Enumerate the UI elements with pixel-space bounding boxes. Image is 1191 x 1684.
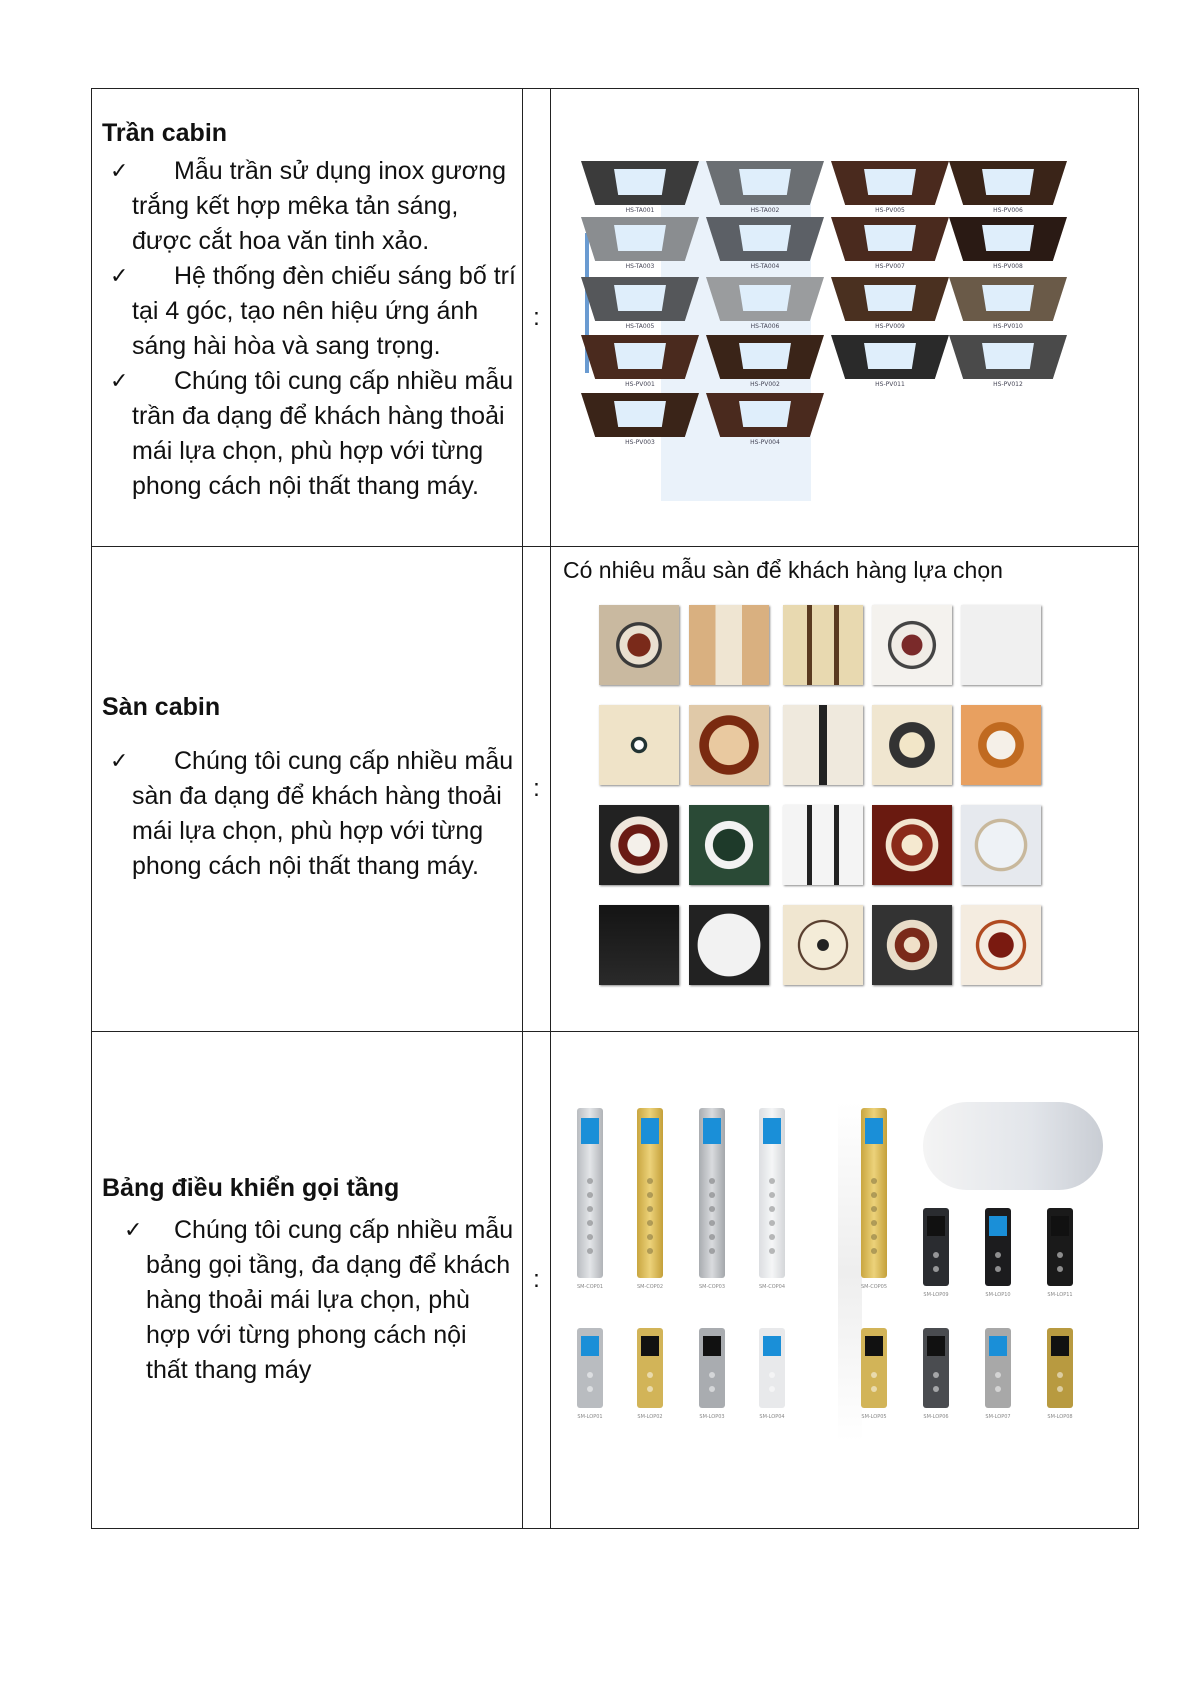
panel-code: SM-COP01 <box>576 1284 604 1290</box>
ceiling-grid <box>581 161 1101 571</box>
bullet-line: Chúng tôi cung cấp nhiều mẫu <box>174 747 514 775</box>
bullet-line: sáng hài hòa và sang trọng. <box>132 332 441 360</box>
bullet-line: hợp với từng phong cách nội <box>146 1321 467 1349</box>
ceiling-sample <box>831 335 949 393</box>
bullet-line: phong cách nội thất thang máy. <box>132 472 479 500</box>
colon-separator: : <box>523 547 551 1032</box>
ceiling-code: HS-PV008 <box>993 263 1023 270</box>
car-operating-panel <box>861 1108 887 1278</box>
bullet-line: sàn đa dạng để khách hàng thoải <box>132 782 502 810</box>
floor-tile-sample <box>872 805 952 885</box>
bullet-line: thất thang máy <box>146 1356 312 1384</box>
landing-call-panel <box>759 1328 785 1408</box>
landing-call-panel <box>637 1328 663 1408</box>
landing-call-panel <box>1047 1208 1073 1286</box>
ceiling-code: HS-TA002 <box>750 207 780 214</box>
floor-label-cell <box>92 547 523 1032</box>
colon-separator: : <box>523 1032 551 1529</box>
panel-code: SM-LOP01 <box>577 1414 603 1420</box>
panel-code: SM-LOP10 <box>985 1292 1011 1298</box>
ceiling-catalog-image <box>551 89 1139 547</box>
floor-tile-sample <box>961 905 1041 985</box>
bullet-list <box>102 1213 522 1388</box>
floor-tile-sample <box>689 605 769 685</box>
checkmark-icon: ✓ <box>110 264 129 289</box>
bullet-line: trắng kết hợp mêka tản sáng, <box>132 192 459 220</box>
floor-tile-sample <box>961 805 1041 885</box>
floor-tile-sample <box>599 905 679 985</box>
colon-separator: : <box>523 89 551 547</box>
floor-catalog-cell <box>551 547 1139 1032</box>
car-operating-panel <box>759 1108 785 1278</box>
ceiling-sample <box>831 161 949 219</box>
floor-tile-sample <box>689 805 769 885</box>
bullet-line: Mẫu trần sử dụng inox gương <box>174 157 506 185</box>
panel-code: SM-LOP03 <box>699 1414 725 1420</box>
panel-code: SM-COP05 <box>860 1284 888 1290</box>
ceiling-sample <box>949 217 1067 275</box>
panel-code: SM-COP04 <box>758 1284 786 1290</box>
bullet-line: tại 4 góc, tạo nên hiệu ứng ánh <box>132 297 479 325</box>
panel-catalog <box>563 1102 1133 1522</box>
landing-call-panel <box>923 1328 949 1408</box>
ceiling-sample <box>706 217 824 275</box>
checkmark-icon: ✓ <box>110 159 129 184</box>
floor-tile-sample <box>783 905 863 985</box>
floor-tile-sample <box>783 705 863 785</box>
ceiling-sample <box>581 335 699 393</box>
ceiling-code: HS-PV011 <box>875 381 905 388</box>
section-title: Bảng điều khiển gọi tầng <box>102 1174 400 1202</box>
checkmark-icon: ✓ <box>110 749 129 774</box>
bullet-item <box>116 1213 522 1388</box>
ceiling-code: HS-PV003 <box>625 439 655 446</box>
panel-code: SM-LOP11 <box>1047 1292 1073 1298</box>
landing-call-panel <box>577 1328 603 1408</box>
floor-tile-sample <box>599 805 679 885</box>
landing-call-panel <box>861 1328 887 1408</box>
section-title: Sàn cabin <box>102 693 221 721</box>
ceiling-sample <box>706 393 824 451</box>
ceiling-sample <box>581 277 699 335</box>
panel-code: SM-LOP08 <box>1047 1414 1073 1420</box>
panel-label-cell <box>92 1032 523 1529</box>
ceiling-sample <box>706 335 824 393</box>
landing-call-panel <box>923 1208 949 1286</box>
car-operating-panel <box>577 1108 603 1278</box>
ceiling-code: HS-TA003 <box>625 263 655 270</box>
floor-tile-sample <box>783 605 863 685</box>
panel-code: SM-LOP04 <box>759 1414 785 1420</box>
bullet-line: trần đa dạng để khách hàng thoải <box>132 402 505 430</box>
bullet-line: Chúng tôi cung cấp nhiều mẫu <box>174 367 514 395</box>
floor-tile-sample <box>961 605 1041 685</box>
bullet-item <box>102 744 522 884</box>
ceiling-code: HS-PV005 <box>875 207 905 214</box>
row-floor <box>92 547 1139 1032</box>
floor-tile-sample <box>961 705 1041 785</box>
ceiling-code: HS-PV004 <box>750 439 780 446</box>
floor-tile-sample <box>599 605 679 685</box>
ceiling-sample <box>706 277 824 335</box>
floor-caption: Có nhiêu mẫu sàn để khách hàng lựa chọn <box>563 557 1003 583</box>
floor-tile-sample <box>599 705 679 785</box>
checkmark-icon: ✓ <box>110 369 129 394</box>
ceiling-sample <box>581 161 699 219</box>
bullet-item <box>102 154 522 259</box>
ceiling-code: HS-PV001 <box>625 381 655 388</box>
hand-pressing-button-photo <box>923 1102 1103 1190</box>
bullet-line: Chúng tôi cung cấp nhiều mẫu <box>174 1216 514 1244</box>
ceiling-code: HS-TA005 <box>625 323 655 330</box>
ceiling-code: HS-PV009 <box>875 323 905 330</box>
bullet-list <box>102 154 522 504</box>
ceiling-code: HS-PV012 <box>993 381 1023 388</box>
floor-tile-sample <box>689 905 769 985</box>
checkmark-icon: ✓ <box>124 1218 143 1243</box>
bullet-line: được cắt hoa văn tinh xảo. <box>132 227 430 255</box>
floor-tile-sample <box>872 705 952 785</box>
bullet-item <box>102 259 522 364</box>
image-divider <box>838 1102 862 1442</box>
landing-call-panel <box>985 1328 1011 1408</box>
car-operating-panel <box>699 1108 725 1278</box>
landing-call-panel <box>699 1328 725 1408</box>
ceiling-code: HS-PV007 <box>875 263 905 270</box>
ceiling-code: HS-PV006 <box>993 207 1023 214</box>
floor-tile-sample <box>783 805 863 885</box>
section-title: Trần cabin <box>102 119 228 147</box>
bullet-line: Hệ thống đèn chiếu sáng bố trí <box>174 262 516 290</box>
landing-call-panel <box>1047 1328 1073 1408</box>
bullet-line: bảng gọi tầng, đa dạng để khách <box>146 1251 511 1279</box>
ceiling-sample <box>949 161 1067 219</box>
ceiling-code: HS-TA006 <box>750 323 780 330</box>
panel-code: SM-LOP09 <box>923 1292 949 1298</box>
row-ceiling <box>92 89 1139 547</box>
bullet-line: mái lựa chọn, phù hợp với từng <box>132 817 484 845</box>
spec-table <box>91 88 1139 1529</box>
ceiling-sample <box>581 393 699 451</box>
ceiling-sample <box>949 277 1067 335</box>
ceiling-sample <box>581 217 699 275</box>
landing-call-panel <box>985 1208 1011 1286</box>
ceiling-sample <box>831 217 949 275</box>
bullet-list <box>102 744 522 884</box>
ceiling-code: HS-TA001 <box>625 207 655 214</box>
panel-code: SM-LOP07 <box>985 1414 1011 1420</box>
floor-tile-sample <box>689 705 769 785</box>
row-control-panel <box>92 1032 1139 1529</box>
panel-code: SM-COP02 <box>636 1284 664 1290</box>
bullet-line: hàng thoải mái lựa chọn, phù <box>146 1286 470 1314</box>
car-operating-panel <box>637 1108 663 1278</box>
panel-code: SM-LOP02 <box>637 1414 663 1420</box>
panel-code: SM-LOP06 <box>923 1414 949 1420</box>
ceiling-sample <box>949 335 1067 393</box>
ceiling-code: HS-PV002 <box>750 381 780 388</box>
panel-code: SM-LOP05 <box>861 1414 887 1420</box>
floor-tile-sample <box>872 605 952 685</box>
ceiling-code: HS-PV010 <box>993 323 1023 330</box>
panel-code: SM-COP03 <box>698 1284 726 1290</box>
bullet-line: phong cách nội thất thang máy. <box>132 852 479 880</box>
ceiling-sample <box>831 277 949 335</box>
bullet-item <box>102 364 522 504</box>
panel-catalog-image <box>551 1032 1139 1529</box>
floor-tile-sample <box>872 905 952 985</box>
bullet-line: mái lựa chọn, phù hợp với từng <box>132 437 484 465</box>
ceiling-label-cell <box>92 89 523 547</box>
ceiling-sample <box>706 161 824 219</box>
ceiling-code: HS-TA004 <box>750 263 780 270</box>
